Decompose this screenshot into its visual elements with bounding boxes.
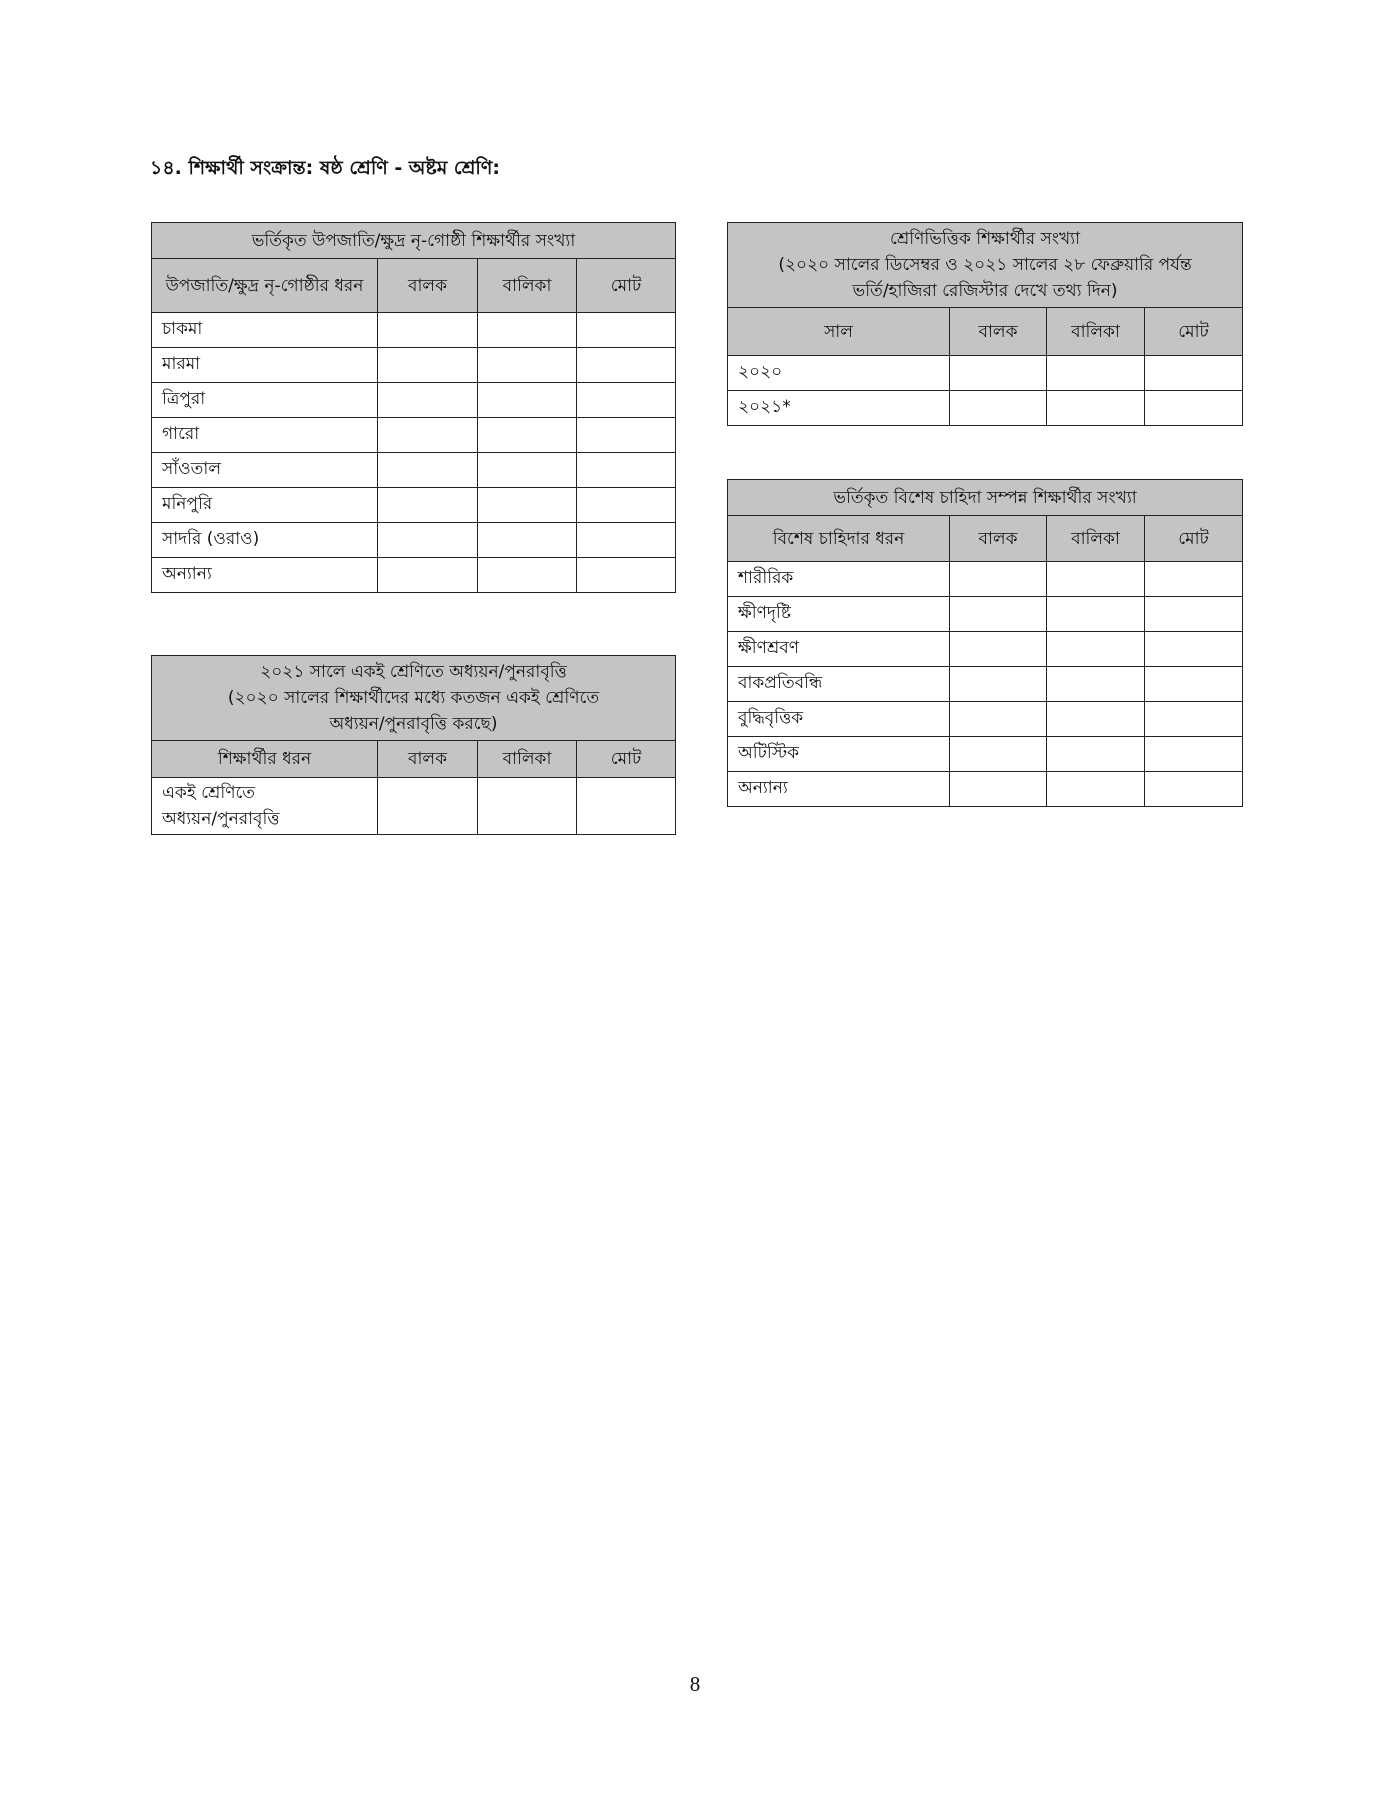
row-label: ত্রিপুরা (152, 383, 378, 418)
column-header: শিক্ষার্থীর ধরন (152, 741, 378, 778)
column-header: বালক (378, 741, 478, 778)
input-cell[interactable] (378, 418, 478, 453)
input-cell[interactable] (478, 558, 577, 593)
input-cell[interactable] (378, 313, 478, 348)
title-line: শ্রেণিভিত্তিক শিক্ষার্থীর সংখ্যা (889, 229, 1081, 249)
input-cell[interactable] (577, 418, 676, 453)
input-cell[interactable] (478, 523, 577, 558)
row-label: বাকপ্রতিবন্ধি (728, 667, 950, 702)
input-cell[interactable] (1047, 562, 1145, 597)
input-cell[interactable] (950, 391, 1047, 426)
input-cell[interactable] (1145, 772, 1243, 807)
input-cell[interactable] (1047, 597, 1145, 632)
input-cell[interactable] (577, 778, 676, 835)
column-header: মোট (1145, 516, 1243, 562)
class-wise-students-table (727, 222, 1243, 426)
section-title: ১৪. শিক্ষার্থী সংক্রান্ত: ষষ্ঠ শ্রেণি - অষ্টম শ্রেণি: (150, 157, 500, 179)
input-cell[interactable] (1047, 632, 1145, 667)
column-header: মোট (577, 741, 676, 778)
column-header: সাল (728, 308, 950, 356)
input-cell[interactable] (478, 778, 577, 835)
input-cell[interactable] (950, 632, 1047, 667)
input-cell[interactable] (1047, 737, 1145, 772)
input-cell[interactable] (577, 453, 676, 488)
column-header: বালিকা (1047, 516, 1145, 562)
column-header: উপজাতি/ক্ষুদ্র নৃ-গোষ্ঠীর ধরন (152, 259, 378, 313)
input-cell[interactable] (478, 418, 577, 453)
table-title: ভর্তিকৃত বিশেষ চাহিদা সম্পন্ন শিক্ষার্থীর সংখ্যা (728, 480, 1243, 516)
input-cell[interactable] (1145, 391, 1243, 426)
title-line: (২০২০ সালের ডিসেম্বর ও ২০২১ সালের ২৮ ফেব্রুয়ারি পর্যন্ত (778, 255, 1192, 275)
input-cell[interactable] (1145, 667, 1243, 702)
input-cell[interactable] (1145, 632, 1243, 667)
row-label-line: অধ্যয়ন/পুনরাবৃত্তি (162, 809, 280, 829)
column-header: মোট (1145, 308, 1243, 356)
column-header: বালিকা (478, 259, 577, 313)
row-label: অন্যান্য (728, 772, 950, 807)
input-cell[interactable] (1047, 772, 1145, 807)
row-label: ক্ষীণদৃষ্টি (728, 597, 950, 632)
input-cell[interactable] (478, 313, 577, 348)
row-label: ২০২১* (728, 391, 950, 426)
input-cell[interactable] (577, 348, 676, 383)
row-label: শারীরিক (728, 562, 950, 597)
row-label: ২০২০ (728, 356, 950, 391)
title-line: ভর্তি/হাজিরা রেজিস্টার দেখে তথ্য দিন) (852, 281, 1118, 301)
title-line: ২০২১ সালে একই শ্রেণিতে অধ্যয়ন/পুনরাবৃত্তি (260, 662, 567, 682)
row-label: বুদ্ধিবৃত্তিক (728, 702, 950, 737)
special-needs-students-table (727, 479, 1243, 807)
input-cell[interactable] (1145, 356, 1243, 391)
row-label: অন্যান্য (152, 558, 378, 593)
input-cell[interactable] (378, 558, 478, 593)
row-label: সাঁওতাল (152, 453, 378, 488)
input-cell[interactable] (378, 453, 478, 488)
row-label-line: একই শ্রেণিতে (162, 783, 256, 803)
column-header: বালক (950, 308, 1047, 356)
repeat-students-table (151, 655, 676, 835)
input-cell[interactable] (378, 348, 478, 383)
row-label: ক্ষীণশ্রবণ (728, 632, 950, 667)
input-cell[interactable] (950, 667, 1047, 702)
input-cell[interactable] (1145, 737, 1243, 772)
row-label: মনিপুরি (152, 488, 378, 523)
input-cell[interactable] (950, 562, 1047, 597)
input-cell[interactable] (478, 348, 577, 383)
input-cell[interactable] (950, 702, 1047, 737)
column-header: বালিকা (478, 741, 577, 778)
input-cell[interactable] (378, 523, 478, 558)
table-title: ভর্তিকৃত উপজাতি/ক্ষুদ্র নৃ-গোষ্ঠী শিক্ষার্থীর সংখ্যা (152, 223, 676, 259)
input-cell[interactable] (577, 383, 676, 418)
input-cell[interactable] (378, 488, 478, 523)
input-cell[interactable] (478, 383, 577, 418)
input-cell[interactable] (577, 313, 676, 348)
tribal-students-table (151, 222, 676, 593)
input-cell[interactable] (577, 523, 676, 558)
column-header: বিশেষ চাহিদার ধরন (728, 516, 950, 562)
input-cell[interactable] (1047, 356, 1145, 391)
column-header: মোট (577, 259, 676, 313)
input-cell[interactable] (478, 453, 577, 488)
input-cell[interactable] (378, 778, 478, 835)
input-cell[interactable] (1047, 391, 1145, 426)
table-title (152, 656, 676, 741)
title-line: অধ্যয়ন/পুনরাবৃত্তি করছে) (329, 714, 498, 734)
input-cell[interactable] (950, 356, 1047, 391)
column-header: বালক (950, 516, 1047, 562)
input-cell[interactable] (577, 488, 676, 523)
title-line: (২০২০ সালের শিক্ষার্থীদের মধ্যে কতজন একই শ্রেণিতে (227, 688, 600, 708)
row-label: সাদরি (ওরাও) (152, 523, 378, 558)
row-label: অটিস্টিক (728, 737, 950, 772)
column-header: বালিকা (1047, 308, 1145, 356)
input-cell[interactable] (950, 597, 1047, 632)
input-cell[interactable] (1145, 702, 1243, 737)
input-cell[interactable] (378, 383, 478, 418)
input-cell[interactable] (478, 488, 577, 523)
input-cell[interactable] (1145, 562, 1243, 597)
input-cell[interactable] (1047, 702, 1145, 737)
row-label: চাকমা (152, 313, 378, 348)
row-label (152, 778, 378, 835)
input-cell[interactable] (577, 558, 676, 593)
input-cell[interactable] (1145, 597, 1243, 632)
page-number: 8 (689, 1672, 701, 1696)
column-header: বালক (378, 259, 478, 313)
row-label: মারমা (152, 348, 378, 383)
table-title (728, 223, 1243, 308)
input-cell[interactable] (1047, 667, 1145, 702)
input-cell[interactable] (950, 772, 1047, 807)
row-label: গারো (152, 418, 378, 453)
input-cell[interactable] (950, 737, 1047, 772)
